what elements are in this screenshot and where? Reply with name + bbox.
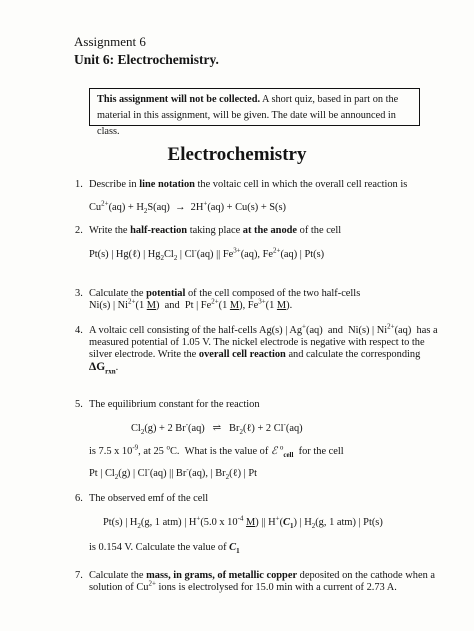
cell-notation-6: Pt(s) | $H_2(g$, 1 atm) | H+(5.0 x $10^{-4}$ M) || $H^+(C_1)$ | $H_2(g$, 1 atm) | Pt(s) <box>103 514 383 531</box>
half-cells-3: Ni(s) | $Ni^{2+}(1$ M) and Pt | $Fe^{2+}(1$ M), $Fe^{3+}(1$ M). <box>89 297 293 311</box>
cell-notation-5: Pt | $Cl_2(g)$ | Cl-(aq) || Br-(aq), | $Br_2(\ell)$ | Pt <box>89 465 257 482</box>
question-6-result: is 0.154 V. Calculate the value of $C_1$ <box>89 542 240 556</box>
question-7-line-2: solution of $Cu^{2+}$ ions is electrolysed for 15.0 min with a current of 2.73 A. <box>89 579 397 593</box>
question-4: 4. A voltaic cell consisting of the half-cells Ag(s) | Ag+(aq) and Ni(s) | $Ni^{2+}(aq)$ has a <box>75 322 438 336</box>
question-6: 6. The observed emf of the cell <box>75 493 209 504</box>
question-3: 3. Calculate the potential of the cell composed of the two half-cells <box>75 288 361 299</box>
notice-bold: This assignment will not be collected. <box>97 94 261 105</box>
page-title: Electrochemistry <box>167 144 307 165</box>
equation-1: $Cu^{2+}(aq) + H_2S(aq) \to 2H^+(aq) + Cu(s) + S(s)$ <box>89 199 287 216</box>
question-1: 1. Describe in line notation the voltaic cell in which the overall cell reaction is <box>75 179 408 190</box>
question-4-line-2: measured potential of 1.05 V. The nickel electrode is negative with respect to the <box>89 337 425 348</box>
question-5: 5. The equilibrium constant for the reaction <box>75 399 260 410</box>
delta-g-rxn: $\Delta G_{rxn}$. <box>89 361 119 376</box>
question-4-line-3: silver electrode. Write the overall cell reaction and calculate the corresponding <box>89 349 421 360</box>
question-7: 7. Calculate the mass, in grams, of metallic copper deposited on the cathode when a <box>75 570 435 581</box>
assignment-label: Assignment 6 <box>74 34 146 49</box>
unit-title: Unit 6: Electrochemistry. <box>74 52 219 67</box>
question-5-line-2: is 7.5 x $10^{-9}$, at 25 $^o$C. What is the value of ℰ $^o_{cell}$ for the cell <box>89 443 344 460</box>
notice-text-1: A short quiz, based in part on the <box>260 94 399 105</box>
notice-text-2: material in this assignment, will be given. The date will be announced in class. <box>97 110 396 137</box>
notice-box <box>89 88 420 137</box>
equation-5: $Cl_2(g) + 2$ Br-(aq) ⇌ $Br_2(\ell) + 2$ Cl-(aq) <box>131 420 303 437</box>
cell-notation-2: Pt(s) | Hg(ℓ) | $Hg_2Cl_2$ | Cl-(aq) || $Fe^{3+}(aq)$, $Fe^{2+}(aq)$ | Pt(s) <box>89 246 325 263</box>
question-2: 2. Write the half-reaction taking place at the anode of the cell <box>75 225 342 236</box>
